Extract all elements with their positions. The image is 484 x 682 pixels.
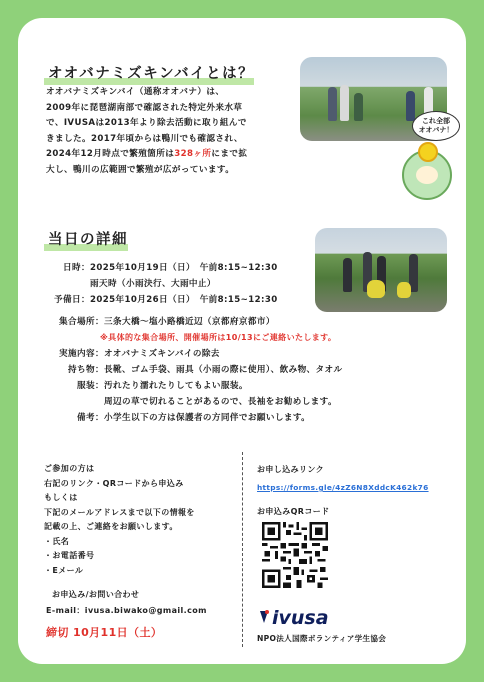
apply-line: 下記のメールアドレスまで以下の情報を <box>44 507 195 517</box>
qr-label: お申込みQRコード <box>257 507 330 516</box>
reserve-label: 予備日： <box>54 295 90 305</box>
date-row <box>48 262 278 275</box>
notes-value: 小学生以下の方は保護者の方同伴でお願いします。 <box>104 413 311 423</box>
body-line: 2009年に琵琶湖南部で確認された特定外来水草 <box>46 102 243 113</box>
link-label: お申し込みリンク <box>257 465 325 474</box>
speech-bubble: これ全部 オオバナ！ <box>412 111 460 141</box>
body-line: 2024年12月時点で繁殖箇所は328ヶ所にまで拡 <box>46 149 248 159</box>
site-count: 328ヶ所 <box>174 149 212 159</box>
rain-row <box>90 278 216 291</box>
clothes-label: 服装： <box>77 381 104 391</box>
date-value: 2025年10月19日（日） 午前8:15~12:30 <box>90 263 278 273</box>
meet-row <box>44 316 275 329</box>
apply-line: ご参加の方は <box>44 464 95 473</box>
apply-line: ・お電話番号 <box>44 551 95 560</box>
meet-note: ※具体的な集合場所、開催場所は10/13にご連絡いたします。 <box>100 333 337 342</box>
items-label: 持ち物： <box>68 365 104 375</box>
section1-heading <box>48 62 254 83</box>
clothes-row-2 <box>104 396 337 409</box>
clothes-value-2: 周辺の草で切れることがあるので、長袖をお勧めします。 <box>104 397 337 407</box>
items-row <box>44 364 343 377</box>
reserve-row <box>48 294 278 307</box>
apply-line: 記載の上、ご連絡をお願いします。 <box>44 522 178 531</box>
contact-label: お申込み/お問い合わせ <box>52 590 140 599</box>
apply-line: ・氏名 <box>44 536 70 546</box>
meet-label: 集合場所： <box>59 317 104 327</box>
apply-instructions <box>44 462 195 578</box>
content-row <box>44 348 220 361</box>
deadline: 締切 10月11日（土） <box>46 626 163 639</box>
ivusa-logo-icon <box>258 609 270 625</box>
apply-line: 右記のリンク・QRコードから申込み <box>44 478 184 488</box>
content-label: 実施内容： <box>59 349 104 359</box>
notes-label: 備考： <box>77 413 104 423</box>
date-label: 日時： <box>63 263 90 273</box>
reserve-value: 2025年10月26日（日） 午前8:15~12:30 <box>90 295 278 305</box>
clothes-row <box>44 380 248 393</box>
qr-code[interactable] <box>262 522 328 588</box>
body-line: きました。2017年頃からは鴨川でも確認され、 <box>46 133 243 144</box>
items-value: 長靴、ゴム手袋、雨具（小雨の際に使用）、飲み物、タオル <box>104 365 343 375</box>
section1-title: オオバナミズキンバイとは？ <box>48 66 255 82</box>
apply-line: もしくは <box>44 493 78 502</box>
section1-body <box>46 85 247 178</box>
body-line: 大し、鴨川の広範囲で繁殖が広がっています。 <box>46 164 235 175</box>
email-address[interactable]: E-mail：ivusa.biwako@gmail.com <box>46 606 207 615</box>
apply-line: ・Eメール <box>44 565 84 575</box>
rain-value: 雨天時（小雨決行、大雨中止） <box>90 279 216 289</box>
content-value: オオバナミズキンバイの除去 <box>104 349 220 359</box>
clothes-value: 汚れたり濡れたりしてもよい服装。 <box>104 381 248 391</box>
section2-heading <box>48 228 128 249</box>
divider <box>242 452 243 647</box>
section2-title: 当日の詳細 <box>48 232 128 248</box>
ivusa-logo: ivusa <box>272 607 329 629</box>
volunteers-photo <box>315 228 447 312</box>
notes-row <box>44 412 310 425</box>
org-name: NPO法人国際ボランティア学生協会 <box>257 634 387 643</box>
form-link[interactable]: https://forms.gle/4zZ6N8XddcK462k76 <box>257 483 429 492</box>
body-line: オオバナミズキンバイ（通称オオバナ）は、 <box>46 87 225 97</box>
body-line: で、IVUSAは2013年より除去活動に取り組んで <box>46 118 247 128</box>
meet-value: 三条大橋～塩小路橋近辺（京都府京都市） <box>104 317 275 327</box>
mascot-illustration <box>402 150 452 200</box>
